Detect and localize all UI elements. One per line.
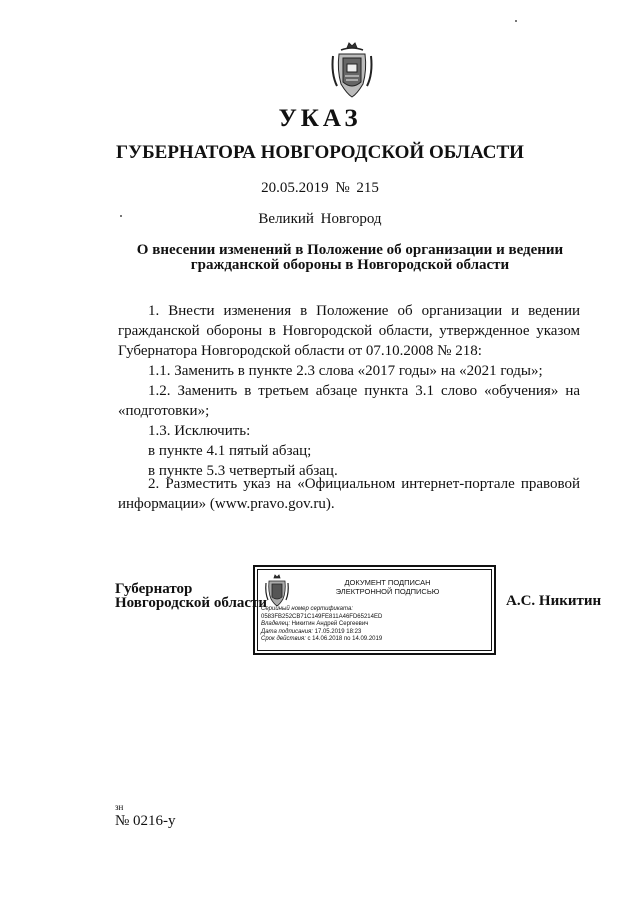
stamp-signed: 17.05.2019 18:23 (314, 628, 362, 635)
number-sign: № (335, 180, 350, 196)
stamp-valid-label: Срок действия: (261, 636, 306, 643)
stamp-serial: 0583FB252CB71C149FE811A46FD65214ED (261, 613, 383, 620)
footer-code: зн (115, 802, 124, 812)
coat-of-arms-emblem (329, 40, 375, 100)
document-subtitle: ГУБЕРНАТОРА НОВГОРОДСКОЙ ОБЛАСТИ (116, 142, 524, 163)
paragraph-1-3-a: в пункте 4.1 пятый абзац; (148, 443, 312, 459)
stamp-owner-row (261, 621, 382, 629)
signatory-position (115, 582, 267, 610)
stamp-title-line-1: ДОКУМЕНТ ПОДПИСАН (344, 578, 431, 587)
stamp-title (288, 578, 487, 596)
date-number-line (0, 180, 640, 197)
document-place: Великий Новгород (258, 211, 382, 227)
paragraph-1-1: 1.1. Заменить в пункте 2.3 слова «2017 годы» на «2021 годы»; (148, 363, 543, 379)
paragraph-1-3: 1.3. Исключить: (148, 423, 251, 439)
document-date: 20.05.2019 (261, 180, 329, 196)
stamp-valid-row (261, 636, 382, 644)
heading-line-1: О внесении изменений в Положение об организации и ведении (136, 242, 564, 258)
scan-speck (515, 20, 517, 22)
stamp-title-line-2: ЭЛЕКТРОННОЙ ПОДПИСЬЮ (335, 587, 440, 596)
paragraph-1-3-b: в пункте 5.3 четвертый абзац. (148, 463, 338, 479)
stamp-valid: с 14.06.2018 по 14.09.2019 (307, 636, 383, 643)
electronic-signature-stamp (253, 565, 496, 655)
footer-registration-number: № 0216-у (115, 813, 176, 829)
position-line-2: Новгородской области (115, 595, 268, 611)
position-line-1: Губернатор (115, 581, 193, 597)
paragraph-1: 1. Внести изменения в Положение об организации и ведении гражданской обороны в Новгородской области, утвержденное указом Губернатора Новгородской области от 07.10.2008 № 218: (118, 303, 580, 359)
document-heading (120, 243, 580, 273)
signatory-name: А.С. Никитин (506, 593, 602, 609)
stamp-signed-label: Дата подписания: (261, 628, 313, 635)
document-title: УКАЗ (278, 105, 362, 132)
stamp-serial-label: Серийный номер сертификата: (261, 606, 353, 612)
stamp-owner: Никитин Андрей Сергеевич (291, 621, 369, 628)
heading-line-2: гражданской обороны в Новгородской области (190, 257, 510, 273)
scan-speck (120, 215, 122, 217)
document-number: 215 (356, 180, 379, 196)
stamp-owner-label: Владелец: (261, 621, 290, 628)
stamp-details (261, 606, 382, 644)
stamp-emblem-icon (264, 574, 290, 608)
stamp-inner-frame (257, 569, 492, 651)
paragraph-2: 2. Разместить указ на «Официальном интернет-портале правовой информации» (www.pravo.gov.ru). (118, 476, 580, 512)
paragraph-1-2: 1.2. Заменить в третьем абзаце пункта 3.1 слово «обучения» на «подготовки»; (118, 383, 580, 419)
